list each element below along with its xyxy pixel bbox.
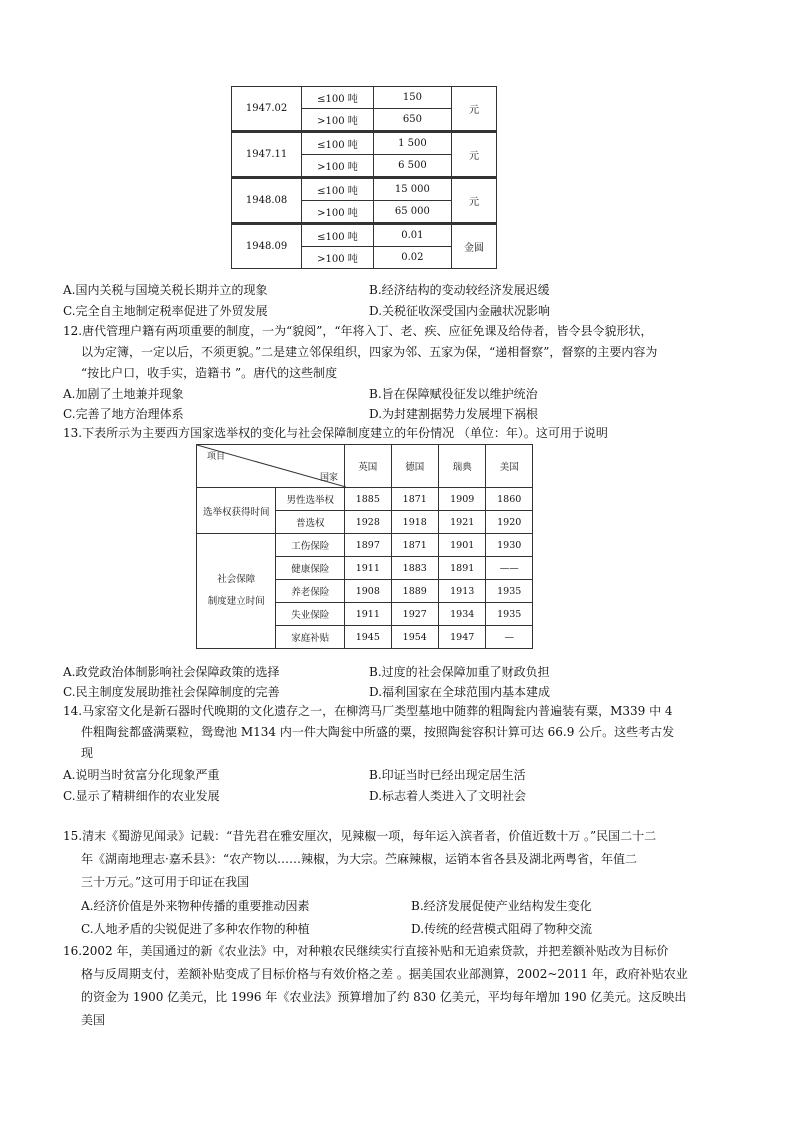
- row-label: 普选权: [276, 511, 345, 534]
- q15-option-c: C.人地矛盾的尖锐促进了多种农作物的种植: [81, 922, 310, 936]
- unit-cell: 元: [452, 87, 497, 132]
- q11-option-c: C.完全自主地制定税率促进了外贸发展: [63, 304, 268, 318]
- group-label-line2: 制度建立时间: [207, 596, 265, 607]
- unit-cell: 金圆: [452, 224, 497, 269]
- q15-stem-line1: 15.清末《蜀游见闻录》记载：“昔先君在雅安厘次，见辣椒一项，每年运入滨者者，价值近数十万 。”民国二十二: [63, 829, 657, 843]
- q14-option-a: A.说明当时贫富分化现象严重: [63, 768, 220, 782]
- q15-option-d: D.传统的经营模式阻碍了物种交流: [411, 922, 593, 936]
- unit-cell: 元: [452, 132, 497, 178]
- weight-cell: ≤100 吨: [302, 178, 374, 201]
- weight-cell: ≤100 吨: [302, 132, 374, 155]
- table-row: [232, 87, 497, 109]
- value-cell: 0.01: [373, 224, 451, 247]
- year-cell: 1911: [345, 603, 392, 626]
- q15-option-a: A.经济价值是外来物种传播的重要推动因素: [81, 899, 310, 913]
- q14-option-c: C.显示了精耕细作的农业发展: [63, 789, 220, 803]
- table-row: [232, 178, 497, 201]
- year-cell: 1871: [391, 488, 438, 511]
- year-cell: 1901: [439, 534, 486, 557]
- value-cell: 15 000: [373, 178, 451, 201]
- tariff-table: [231, 86, 497, 269]
- q13-option-d: D.福利国家在全球范围内基本建成: [369, 685, 551, 699]
- table-row: [197, 534, 533, 557]
- value-cell: 650: [373, 109, 451, 132]
- year-cell: 1918: [391, 511, 438, 534]
- value-cell: 6 500: [373, 155, 451, 178]
- year-cell: 1935: [486, 580, 533, 603]
- value-cell: 1 500: [373, 132, 451, 155]
- year-cell: 1927: [391, 603, 438, 626]
- row-label: 家庭补贴: [276, 626, 345, 649]
- q11-option-a: A.国内关税与国境关税长期并立的现象: [63, 283, 268, 297]
- q13-option-a: A.政党政治体制影响社会保障政策的选择: [63, 665, 280, 679]
- row-label: 健康保险: [276, 557, 345, 580]
- year-cell: 1947: [439, 626, 486, 649]
- value-cell: 0.02: [373, 247, 451, 269]
- year-cell: 1913: [439, 580, 486, 603]
- weight-cell: >100 吨: [302, 109, 374, 132]
- q14-option-b: B.印证当时已经出现定居生活: [369, 768, 526, 782]
- header-country-label: 国家: [320, 473, 339, 483]
- q13-option-b: B.过度的社会保障加重了财政负担: [369, 665, 550, 679]
- q15-option-b: B.经济发展促使产业结构发生变化: [411, 899, 592, 913]
- q12-option-c: C.完善了地方治理体系: [63, 407, 184, 421]
- country-header: 瑞典: [439, 445, 486, 488]
- q12-stem-line3: “按比户口，收手实，造籍书 ”。唐代的这些制度: [81, 366, 338, 380]
- header-item-label: 项目: [207, 452, 226, 462]
- year-cell: 1897: [345, 534, 392, 557]
- q16-stem-line2: 格与反周期支付，差额补贴变成了目标价格与有效价格之差 。据美国农业部测算，2002~2011 年，政府补贴农业: [81, 967, 688, 981]
- unit-cell: 元: [452, 178, 497, 224]
- q11-option-d: D.关税征收深受国内金融状况影响: [369, 304, 551, 318]
- group-label-line1: 社会保障: [217, 574, 256, 585]
- header-diagonal-cell: [197, 445, 345, 488]
- row-label: 男性选举权: [276, 488, 345, 511]
- year-cell: 1889: [391, 580, 438, 603]
- year-cell: 1935: [486, 603, 533, 626]
- welfare-table: [196, 444, 533, 649]
- year-cell: 1871: [391, 534, 438, 557]
- q12-stem-line1: 12.唐代管理户籍有两项重要的制度，一为“貌阅”，“年将入丁、老、疾、应征免课及给侍者，皆令县令貌形状，: [63, 324, 653, 338]
- weight-cell: ≤100 吨: [302, 224, 374, 247]
- year-cell: 1883: [391, 557, 438, 580]
- q12-option-a: A.加剧了土地兼并现象: [63, 387, 184, 401]
- row-label: 养老保险: [276, 580, 345, 603]
- q12-option-d: D.为封建割据势力发展埋下祸根: [369, 407, 539, 421]
- date-cell: 1948.09: [232, 224, 302, 269]
- year-cell: 1885: [345, 488, 392, 511]
- table-header-row: [197, 445, 533, 488]
- year-cell: 1930: [486, 534, 533, 557]
- date-cell: 1948.08: [232, 178, 302, 224]
- q16-stem-line3: 的资金为 1900 亿美元，比 1996 年《农业法》预算增加了约 830 亿美元，平均每年增加 190 亿美元。这反映出: [81, 990, 687, 1004]
- weight-cell: >100 吨: [302, 155, 374, 178]
- q15-stem-line2: 年《湖南地理志·嘉禾县》：“农产物以……辣椒，为大宗。苎麻辣椒，运销本省各县及湖北两粤省，年值二: [81, 852, 637, 866]
- year-cell: —: [486, 626, 533, 649]
- country-header: 美国: [486, 445, 533, 488]
- group-label-suffrage: 选举权获得时间: [197, 488, 276, 534]
- value-cell: 150: [373, 87, 451, 109]
- q11-option-b: B.经济结构的变动较经济发展迟缓: [369, 283, 550, 297]
- q16-stem-line1: 16.2002 年，美国通过的新《农业法》中，对种粮农民继续实行直接补贴和无追索贷款，并把差额补贴改为目标价: [63, 944, 669, 958]
- q16-stem-line4: 美国: [81, 1013, 106, 1027]
- q14-stem-line3: 现: [81, 746, 94, 760]
- q14-stem-line2: 件粗陶瓮都盛满粟粒，鸳鸯池 M134 内一件大陶瓮中所盛的粟，按照陶瓮容积计算可达 66.9 公斤。这些考古发: [81, 725, 675, 739]
- year-cell: 1891: [439, 557, 486, 580]
- date-cell: 1947.02: [232, 87, 302, 132]
- country-header: 德国: [391, 445, 438, 488]
- weight-cell: ≤100 吨: [302, 87, 374, 109]
- weight-cell: >100 吨: [302, 201, 374, 224]
- table-row: [197, 488, 533, 511]
- value-cell: 65 000: [373, 201, 451, 224]
- year-cell: 1911: [345, 557, 392, 580]
- group-label-security: [197, 534, 276, 649]
- table-row: [232, 132, 497, 155]
- q14-option-d: D.标志着人类进入了文明社会: [369, 789, 527, 803]
- year-cell: 1921: [439, 511, 486, 534]
- q15-stem-line3: 三十万元。”这可用于印证在我国: [81, 875, 250, 889]
- table-row: [232, 224, 497, 247]
- year-cell: 1860: [486, 488, 533, 511]
- country-header: 英国: [345, 445, 392, 488]
- weight-cell: >100 吨: [302, 247, 374, 269]
- year-cell: 1928: [345, 511, 392, 534]
- date-cell: 1947.11: [232, 132, 302, 178]
- year-cell: 1934: [439, 603, 486, 626]
- year-cell: 1954: [391, 626, 438, 649]
- q12-option-b: B.旨在保障赋役征发以维护统治: [369, 387, 538, 401]
- q13-option-c: C.民主制度发展助推社会保障制度的完善: [63, 685, 280, 699]
- q12-stem-line2: 以为定簿，一定以后，不须更貌。”二是建立邻保组织，四家为邻、五家为保，“递相督察”，督察的主要内容为: [81, 345, 658, 359]
- year-cell: 1908: [345, 580, 392, 603]
- year-cell: 1945: [345, 626, 392, 649]
- year-cell: ——: [486, 557, 533, 580]
- q14-stem-line1: 14.马家窑文化是新石器时代晚期的文化遗存之一，在柳湾马厂类型墓地中随葬的粗陶瓮内普遍装有粟，M339 中 4: [63, 704, 673, 718]
- year-cell: 1909: [439, 488, 486, 511]
- row-label: 失业保险: [276, 603, 345, 626]
- year-cell: 1920: [486, 511, 533, 534]
- q13-stem: 13.下表所示为主要西方国家选举权的变化与社会保障制度建立的年份情况 （单位：年）。这可用于说明: [63, 426, 608, 440]
- row-label: 工伤保险: [276, 534, 345, 557]
